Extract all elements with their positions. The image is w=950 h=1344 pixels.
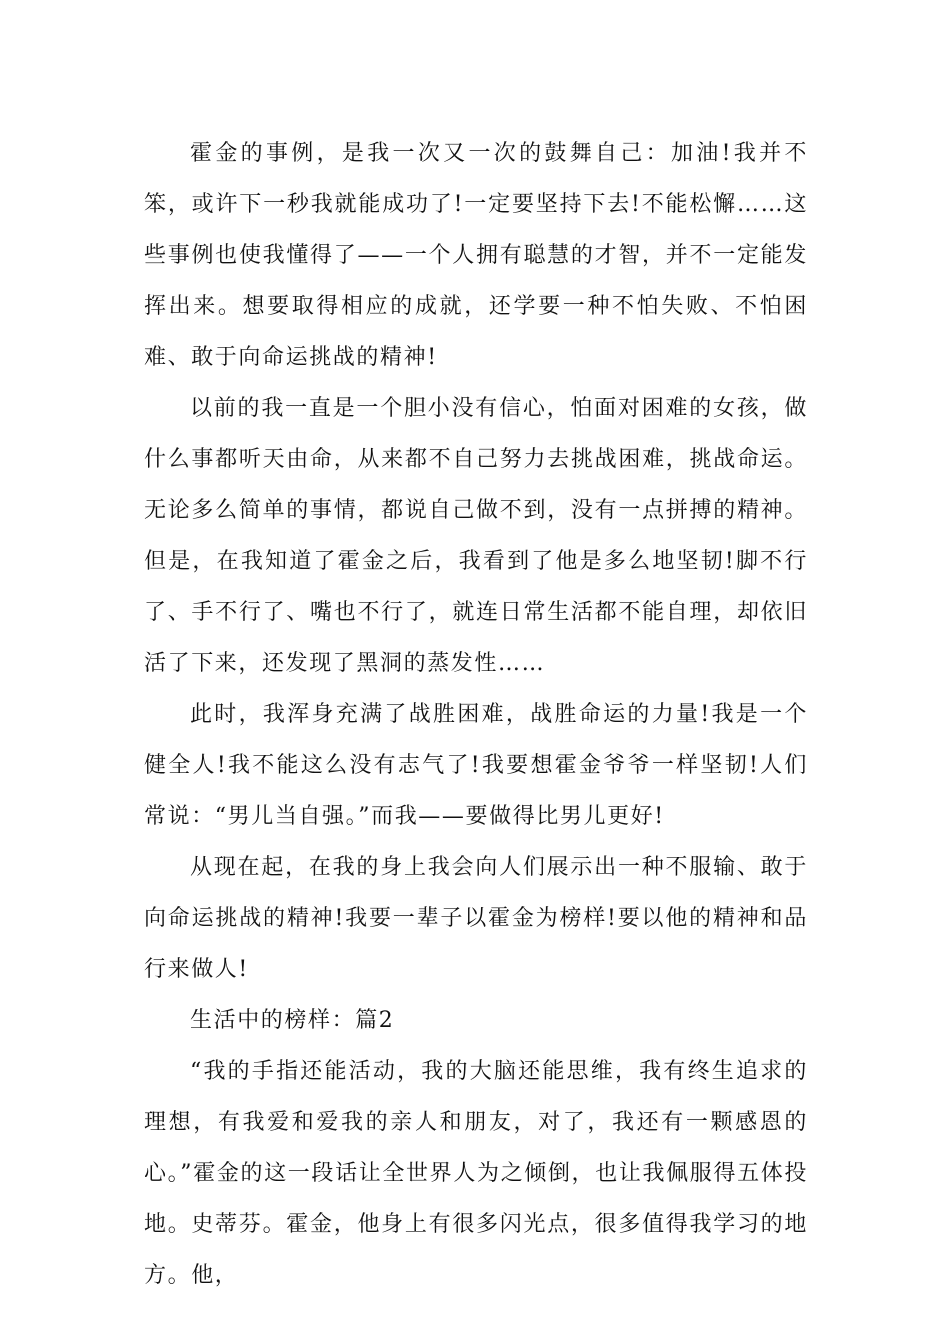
section-heading: 生活中的榜样：篇2 — [190, 1008, 395, 1033]
paragraph-hawking-example: 霍金的事例，是我一次又一次的鼓舞自己：加油!我并不笨，或许下一秒我就能成功了!一定要坚持下去!不能松懈……这些事例也使我懂得了——一个人拥有聪慧的才智，并不一定能发挥出来。想要取得相应的成就，还学要一种不怕失败、不怕困难、敢于向命运挑战的精神! — [144, 141, 808, 370]
paragraph-hawking-quote: “我的手指还能活动，我的大脑还能思维，我有终生追求的理想，有我爱和爱我的亲人和朋友，对了，我还有一颗感恩的心。”霍金的这一段话让全世界人为之倾倒，也让我佩服得五体投地。史蒂芬。霍金，他身上有很多闪光点，很多值得我学习的地方。他， — [144, 1059, 808, 1288]
paragraph-strength: 此时，我浑身充满了战胜困难，战胜命运的力量!我是一个健全人!我不能这么没有志气了!我要想霍金爷爷一样坚韧!人们常说：“男儿当自强。”而我——要做得比男儿更好! — [144, 702, 808, 829]
paragraph-past-self: 以前的我一直是一个胆小没有信心，怕面对困难的女孩，做什么事都听天由命，从来都不自己努力去挑战困难，挑战命运。无论多么简单的事情，都说自己做不到，没有一点拼搏的精神。但是，在我知道了霍金之后，我看到了他是多么地坚韧!脚不行了、手不行了、嘴也不行了，就连日常生活都不能自理，却依旧活了下来，还发现了黑洞的蒸发性…… — [144, 396, 808, 676]
paragraph-from-now-on: 从现在起，在我的身上我会向人们展示出一种不服输、敢于向命运挑战的精神!我要一辈子以霍金为榜样!要以他的精神和品行来做人! — [144, 855, 808, 982]
document-body — [144, 128, 808, 1301]
